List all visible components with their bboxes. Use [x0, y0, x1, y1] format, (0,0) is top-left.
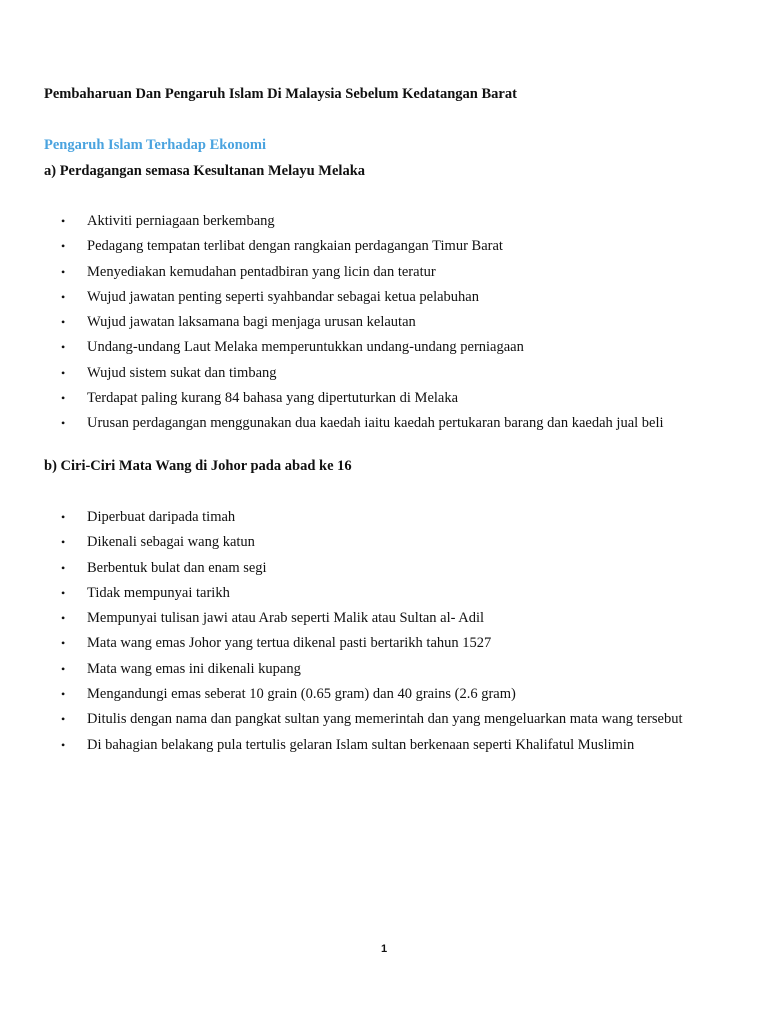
list-item [0, 660, 768, 685]
subsection-b-list [0, 508, 768, 761]
bullet-icon: • [61, 264, 66, 279]
list-item-text: Dikenali sebagai wang katun [87, 534, 255, 551]
list-item [0, 634, 768, 659]
section-heading: Pengaruh Islam Terhadap Ekonomi [44, 137, 266, 153]
list-item [0, 508, 768, 533]
list-item-text: Mengandungi emas seberat 10 grain (0.65 gram) dan 40 grains (2.6 gram) [87, 686, 516, 703]
list-item [0, 338, 768, 363]
bullet-icon: • [61, 416, 66, 431]
list-item-text: Terdapat paling kurang 84 bahasa yang dipertuturkan di Melaka [87, 390, 459, 407]
list-item-text: Berbentuk bulat dan enam segi [87, 559, 267, 576]
bullet-icon: • [61, 239, 66, 254]
list-item [0, 389, 768, 414]
bullet-icon: • [61, 535, 66, 550]
subsection-a-list [0, 212, 768, 440]
list-item [0, 212, 768, 237]
list-item [0, 710, 768, 735]
bullet-icon: • [61, 611, 66, 626]
list-item [0, 685, 768, 710]
list-item [0, 736, 768, 761]
bullet-icon: • [61, 340, 66, 355]
list-item [0, 559, 768, 584]
list-item [0, 533, 768, 558]
list-item [0, 237, 768, 262]
list-item [0, 364, 768, 389]
bullet-icon: • [61, 737, 66, 752]
list-item [0, 263, 768, 288]
bullet-icon: • [61, 636, 66, 651]
bullet-icon: • [61, 289, 66, 304]
list-item [0, 313, 768, 338]
subsection-b-heading: b) Ciri-Ciri Mata Wang di Johor pada abad ke 16 [44, 458, 352, 474]
document-title: Pembaharuan Dan Pengaruh Islam Di Malaysia Sebelum Kedatangan Barat [44, 86, 517, 102]
list-item [0, 414, 768, 439]
list-item-text: Urusan perdagangan menggunakan dua kaedah iaitu kaedah pertukaran barang dan kaedah jual beli [87, 415, 664, 432]
list-item-text: Wujud jawatan penting seperti syahbandar sebagai ketua pelabuhan [87, 288, 479, 305]
bullet-icon: • [61, 661, 66, 676]
list-item-text: Mempunyai tulisan jawi atau Arab seperti Malik atau Sultan al- Adil [87, 610, 485, 627]
list-item-text: Ditulis dengan nama dan pangkat sultan yang memerintah dan yang mengeluarkan mata wang tersebut [87, 711, 683, 728]
bullet-icon: • [61, 510, 66, 524]
subsection-a-heading: a) Perdagangan semasa Kesultanan Melayu Melaka [44, 163, 366, 179]
bullet-icon: • [61, 712, 66, 727]
list-item-text: Mata wang emas ini dikenali kupang [87, 660, 301, 677]
list-item-text: Menyediakan kemudahan pentadbiran yang licin dan teratur [87, 263, 436, 280]
bullet-icon: • [61, 560, 66, 575]
list-item [0, 609, 768, 634]
list-item-text: Wujud jawatan laksamana bagi menjaga urusan kelautan [87, 314, 416, 331]
bullet-icon: • [61, 585, 66, 600]
list-item-text: Undang-undang Laut Melaka memperuntukkan undang-undang perniagaan [87, 339, 524, 356]
bullet-icon: • [61, 365, 66, 380]
list-item-text: Tidak mempunyai tarikh [87, 584, 230, 601]
page-number: 1 [380, 943, 388, 955]
list-item [0, 288, 768, 313]
list-item-text: Pedagang tempatan terlibat dengan rangkaian perdagangan Timur Barat [87, 238, 503, 255]
list-item-text: Aktiviti perniagaan berkembang [87, 213, 275, 229]
bullet-icon: • [61, 315, 66, 330]
bullet-icon: • [61, 687, 66, 702]
bullet-icon: • [61, 391, 66, 406]
list-item-text: Diperbuat daripada timah [87, 509, 236, 525]
list-item-text: Mata wang emas Johor yang tertua dikenal pasti bertarikh tahun 1527 [87, 635, 492, 652]
list-item [0, 584, 768, 609]
bullet-icon: • [61, 214, 66, 228]
list-item-text: Wujud sistem sukat dan timbang [87, 364, 277, 381]
list-item-text: Di bahagian belakang pula tertulis gelaran Islam sultan berkenaan seperti Khalifatul Muslimin [87, 736, 635, 753]
